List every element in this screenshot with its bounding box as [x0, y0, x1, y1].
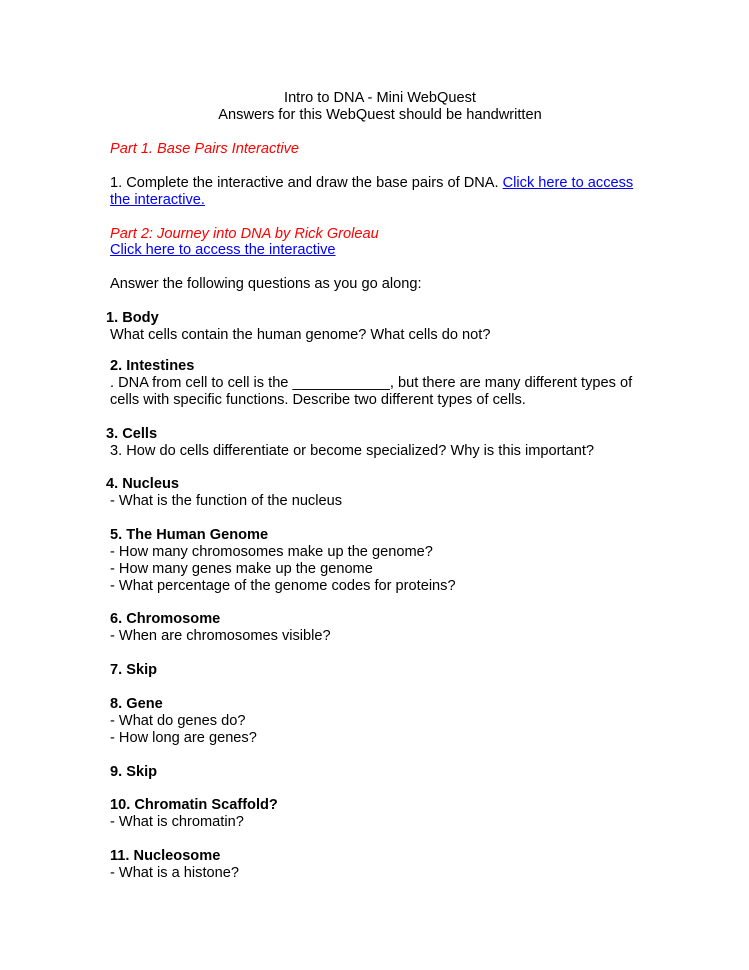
- section-10-line: - What is chromatin?: [110, 814, 244, 830]
- document-subtitle: Answers for this WebQuest should be handwritten: [218, 107, 542, 123]
- section-6-line: - When are chromosomes visible?: [110, 628, 331, 644]
- section-11-line: - What is a histone?: [110, 865, 239, 881]
- section-11-title: 11. Nucleosome: [110, 848, 221, 864]
- section-1-title: 1. Body: [106, 310, 159, 326]
- section-8-line: - What do genes do?: [110, 713, 246, 729]
- section-2-title: 2. Intestines: [110, 358, 195, 374]
- section-8-line: - How long are genes?: [110, 730, 257, 746]
- section-5-line: - How many chromosomes make up the genome?: [110, 544, 433, 560]
- section-3-line: 3. How do cells differentiate or become specialized? Why is this important?: [110, 443, 594, 459]
- part2-link[interactable]: Click here to access the interactive: [110, 242, 336, 258]
- part1-heading: Part 1. Base Pairs Interactive: [110, 141, 299, 157]
- part1-link-line1[interactable]: Click here to access: [502, 175, 634, 191]
- part1-question-text: 1. Complete the interactive and draw the base pairs of DNA.: [110, 175, 503, 191]
- section-4-line: - What is the function of the nucleus: [110, 493, 343, 509]
- document-title: Intro to DNA - Mini WebQuest: [284, 90, 476, 106]
- section-5-line: - How many genes make up the genome: [110, 561, 373, 577]
- section-2-line: cells with specific functions. Describe two different types of cells.: [110, 392, 526, 408]
- section-5-title: 5. The Human Genome: [110, 527, 269, 543]
- section-1-line: What cells contain the human genome? What cells do not?: [110, 327, 491, 343]
- section-6-title: 6. Chromosome: [110, 611, 221, 627]
- section-10-title: 10. Chromatin Scaffold?: [110, 797, 278, 813]
- section-3-title: 3. Cells: [106, 426, 158, 442]
- part2-heading: Part 2: Journey into DNA by Rick Groleau: [110, 226, 379, 242]
- section-9-title: 9. Skip: [110, 764, 158, 780]
- section-8-title: 8. Gene: [110, 696, 163, 712]
- section-4-title: 4. Nucleus: [106, 476, 179, 492]
- section-2-line: . DNA from cell to cell is the ____________, but there are many different types of: [110, 375, 633, 391]
- section-5-line: - What percentage of the genome codes for proteins?: [110, 578, 456, 594]
- section-7-title: 7. Skip: [110, 662, 158, 678]
- part1-question: [110, 175, 633, 192]
- part1-link-line2[interactable]: the interactive.: [110, 192, 205, 208]
- instructions-text: Answer the following questions as you go along:: [110, 276, 422, 292]
